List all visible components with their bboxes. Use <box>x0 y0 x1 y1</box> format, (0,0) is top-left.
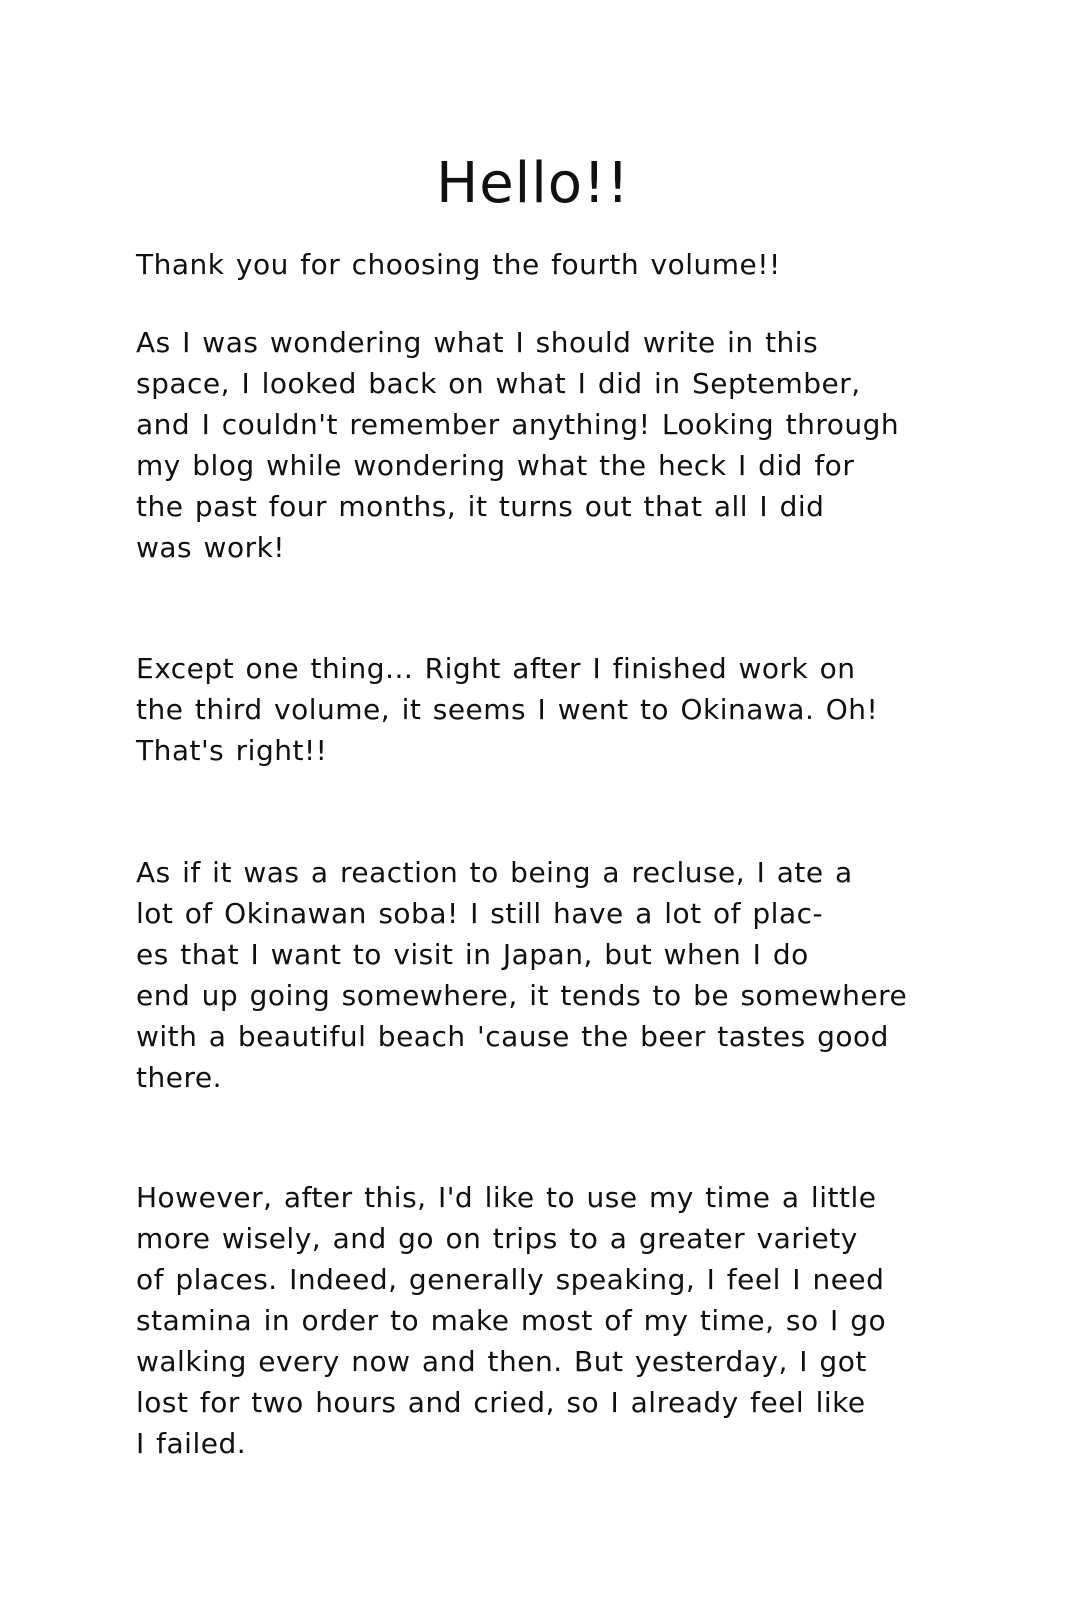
text-line: end up going somewhere, it tends to be somewhere <box>136 979 908 1012</box>
text-line: I failed. <box>136 1427 247 1460</box>
paragraph-trips <box>136 1177 956 1464</box>
paragraph-september <box>136 322 956 568</box>
page-title: Hello!! <box>436 151 630 216</box>
text-line: As I was wondering what I should write in this <box>136 326 819 359</box>
text-line: more wisely, and go on trips to a greater variety <box>136 1222 858 1255</box>
text-line: However, after this, I'd like to use my time a little <box>136 1181 877 1214</box>
text-line: the third volume, it seems I went to Okinawa. Oh! <box>136 693 879 726</box>
text-line: and I couldn't remember anything! Looking through <box>136 408 900 441</box>
text-line: stamina in order to make most of my time, so I go <box>136 1304 887 1337</box>
text-line: space, I looked back on what I did in September, <box>136 367 861 400</box>
text-line: the past four months, it turns out that all I did <box>136 490 825 523</box>
text-line: Thank you for choosing the fourth volume!! <box>136 248 781 281</box>
text-line: there. <box>136 1061 222 1094</box>
text-line: As if it was a reaction to being a recluse, I ate a <box>136 856 853 889</box>
text-line: walking every now and then. But yesterday, I got <box>136 1345 867 1378</box>
text-line: es that I want to visit in Japan, but when I do <box>136 938 809 971</box>
paragraph-thanks <box>136 244 956 285</box>
text-line: with a beautiful beach 'cause the beer tastes good <box>136 1020 889 1053</box>
text-line: Except one thing... Right after I finished work on <box>136 652 856 685</box>
text-line: lot of Okinawan soba! I still have a lot of plac- <box>136 897 824 930</box>
text-line: my blog while wondering what the heck I did for <box>136 449 855 482</box>
paragraph-okinawa <box>136 648 956 771</box>
paragraph-soba <box>136 852 956 1098</box>
text-line: of places. Indeed, generally speaking, I feel I need <box>136 1263 885 1296</box>
text-line: was work! <box>136 531 286 564</box>
text-line: lost for two hours and cried, so I already feel like <box>136 1386 866 1419</box>
text-line: That's right!! <box>136 734 328 767</box>
